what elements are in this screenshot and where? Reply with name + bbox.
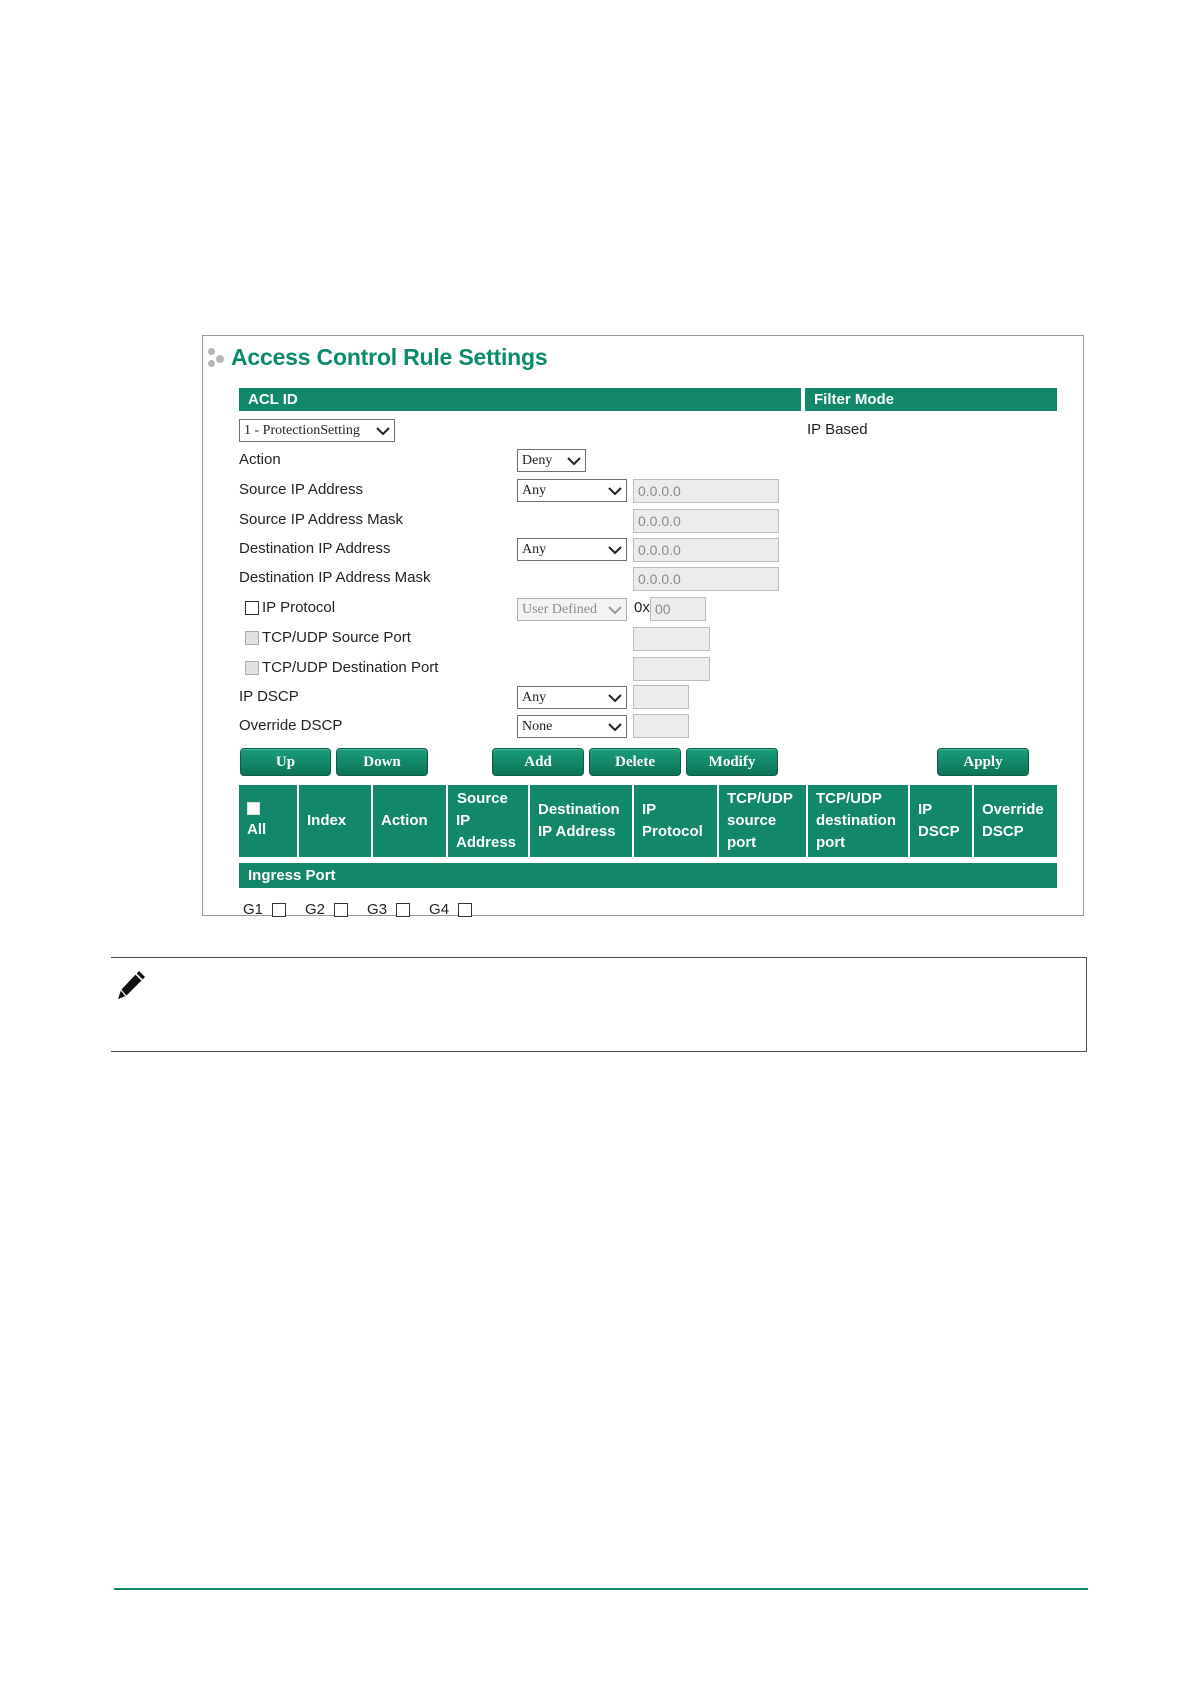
- tcp-udp-dest-port-label: TCP/UDP Destination Port: [262, 659, 439, 676]
- chevron-down-icon: [607, 485, 623, 497]
- column-header-tcp-udp-source: [719, 785, 806, 857]
- action-select-value: Deny: [522, 452, 553, 468]
- column-header-line: port: [816, 834, 846, 851]
- chevron-down-icon: [375, 425, 391, 437]
- filter-mode-value: IP Based: [807, 421, 868, 438]
- select-all-label: All: [247, 820, 267, 838]
- column-header-line: IP Address: [538, 823, 616, 840]
- column-header-line: Override: [982, 801, 1044, 818]
- note-box: [111, 957, 1087, 1052]
- port-label-g4: G4: [429, 901, 450, 918]
- ip-protocol-checkbox[interactable]: [245, 601, 259, 615]
- column-header-line: port: [727, 834, 757, 851]
- column-header-line: DSCP: [982, 823, 1024, 840]
- action-select[interactable]: [517, 449, 586, 472]
- column-header-line: DSCP: [918, 823, 960, 840]
- port-label-g1: G1: [243, 901, 264, 918]
- column-header-line: Address: [456, 834, 517, 851]
- column-header-line: destination: [816, 812, 897, 829]
- source-ip-input[interactable]: 0.0.0.0: [633, 479, 779, 503]
- column-header-line: TCP/UDP: [816, 790, 882, 807]
- ip-protocol-select[interactable]: [517, 598, 627, 621]
- source-ip-select[interactable]: [517, 479, 627, 502]
- column-header-ip-protocol: [634, 785, 717, 857]
- ingress-port-header: Ingress Port: [239, 863, 1057, 888]
- column-header-text: [816, 788, 896, 854]
- source-ip-label: Source IP Address: [239, 481, 363, 498]
- source-mask-input[interactable]: 0.0.0.0: [633, 509, 779, 533]
- tcp-udp-source-port-label: TCP/UDP Source Port: [262, 629, 411, 646]
- tcp-udp-source-port-checkbox[interactable]: [245, 631, 259, 645]
- column-header-text: [727, 788, 793, 854]
- ip-dscp-label: IP DSCP: [239, 688, 299, 705]
- port-checkbox-g2[interactable]: [334, 903, 348, 917]
- modify-button[interactable]: Modify: [686, 748, 778, 776]
- ip-dscp-input[interactable]: [633, 685, 689, 709]
- chevron-down-icon: [607, 604, 623, 616]
- column-header-text: [918, 799, 960, 843]
- ip-dscp-select[interactable]: [517, 686, 627, 709]
- column-header-dest-ip: [530, 785, 632, 857]
- column-header-ip-dscp: [910, 785, 972, 857]
- column-header-text: [381, 810, 428, 832]
- page-title: Access Control Rule Settings: [231, 343, 548, 370]
- column-header-index: [299, 785, 371, 857]
- apply-button[interactable]: Apply: [937, 748, 1029, 776]
- source-mask-label: Source IP Address Mask: [239, 511, 403, 528]
- ip-protocol-select-value: User Defined: [522, 601, 598, 617]
- dest-mask-input[interactable]: 0.0.0.0: [633, 567, 779, 591]
- column-header-line: Destination: [538, 801, 620, 818]
- column-header-tcp-udp-dest: [808, 785, 908, 857]
- select-all-header[interactable]: [239, 785, 297, 857]
- source-ip-select-value: Any: [522, 482, 547, 498]
- select-all-checkbox[interactable]: [247, 802, 260, 815]
- tcp-udp-dest-port-input[interactable]: [633, 657, 710, 681]
- chevron-down-icon: [566, 455, 582, 467]
- delete-button[interactable]: Delete: [589, 748, 681, 776]
- column-header-override-dscp: [974, 785, 1057, 857]
- column-header-line: Index: [307, 812, 347, 829]
- footer-divider: [114, 1588, 1088, 1590]
- up-button[interactable]: Up: [240, 748, 331, 776]
- acl-id-header: ACL ID: [239, 388, 801, 411]
- column-header-line: Protocol: [642, 823, 703, 840]
- acl-id-select-value: 1 - ProtectionSetting: [244, 422, 360, 438]
- filter-mode-header: Filter Mode: [805, 388, 1057, 411]
- port-checkbox-g3[interactable]: [396, 903, 410, 917]
- port-checkbox-g4[interactable]: [458, 903, 472, 917]
- dest-ip-label: Destination IP Address: [239, 540, 391, 557]
- access-control-panel: [202, 335, 1084, 916]
- column-header-line: IP: [642, 801, 657, 818]
- ingress-port-list: [243, 901, 491, 918]
- override-dscp-input[interactable]: [633, 714, 689, 738]
- dest-mask-label: Destination IP Address Mask: [239, 569, 431, 586]
- column-header-text: [642, 799, 703, 843]
- ip-protocol-input[interactable]: 00: [650, 597, 706, 621]
- column-header-line: IP: [918, 801, 933, 818]
- panel-title-row: [207, 342, 547, 372]
- dest-ip-input[interactable]: 0.0.0.0: [633, 538, 779, 562]
- column-header-action: [373, 785, 446, 857]
- ip-dscp-select-value: Any: [522, 689, 547, 705]
- column-header-line: Source: [457, 790, 508, 807]
- chevron-down-icon: [607, 544, 623, 556]
- rules-table-header: [239, 785, 1057, 857]
- dest-ip-select[interactable]: [517, 538, 627, 561]
- action-label: Action: [239, 451, 281, 468]
- port-label-g2: G2: [305, 901, 326, 918]
- column-header-line: source: [727, 812, 777, 829]
- acl-id-select[interactable]: [239, 419, 395, 442]
- down-button[interactable]: Down: [336, 748, 428, 776]
- column-header-source-ip: [448, 785, 528, 857]
- dots-icon: [207, 345, 229, 369]
- column-header-text: [456, 788, 516, 854]
- override-dscp-label: Override DSCP: [239, 717, 343, 734]
- column-header-text: [538, 799, 620, 843]
- chevron-down-icon: [607, 721, 623, 733]
- tcp-udp-source-port-input[interactable]: [633, 627, 710, 651]
- column-header-text: [982, 799, 1044, 843]
- ip-protocol-label: IP Protocol: [262, 599, 336, 616]
- port-label-g3: G3: [367, 901, 388, 918]
- port-checkbox-g1[interactable]: [272, 903, 286, 917]
- column-header-line: TCP/UDP: [727, 790, 793, 807]
- ip-protocol-prefix: 0x: [634, 599, 650, 616]
- column-header-line: Action: [381, 812, 428, 829]
- column-header-line: IP: [456, 812, 471, 829]
- pencil-icon: [114, 968, 148, 1002]
- column-header-text: [307, 810, 346, 832]
- tcp-udp-dest-port-checkbox[interactable]: [245, 661, 259, 675]
- add-button[interactable]: Add: [492, 748, 584, 776]
- override-dscp-select-value: None: [522, 718, 553, 734]
- dest-ip-select-value: Any: [522, 541, 547, 557]
- override-dscp-select[interactable]: [517, 715, 627, 738]
- chevron-down-icon: [607, 692, 623, 704]
